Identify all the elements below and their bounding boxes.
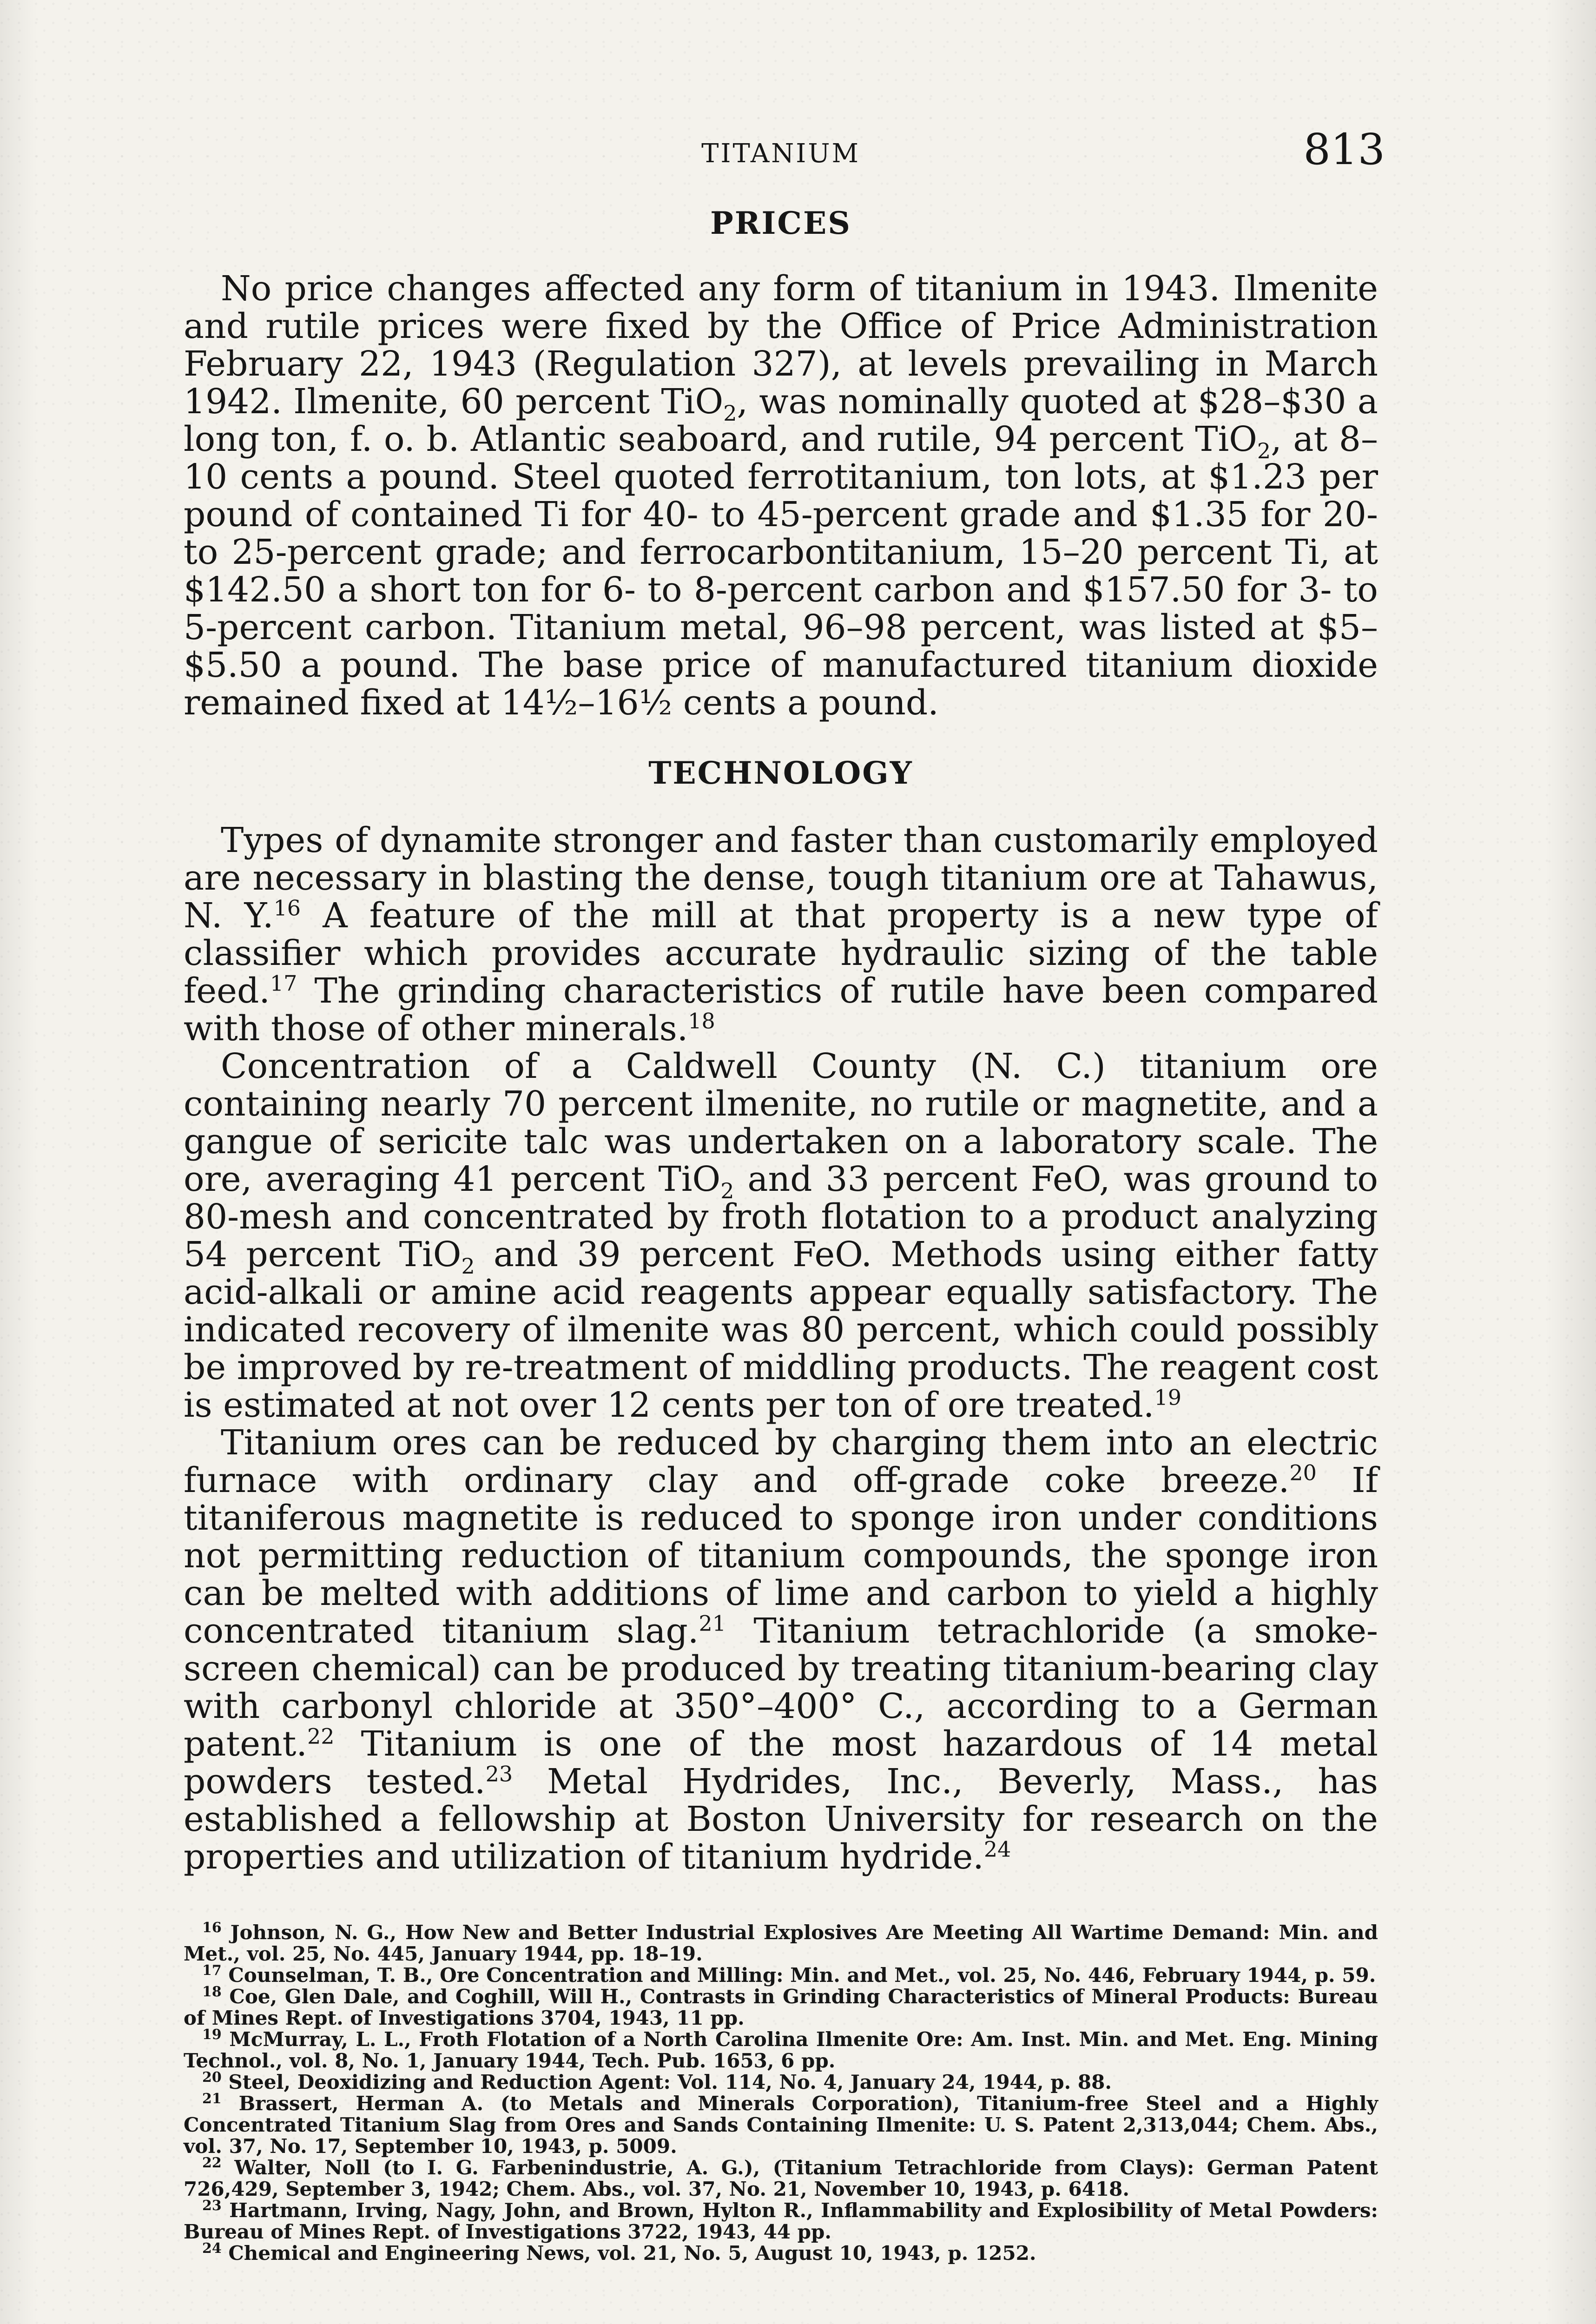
page-number: 813	[1303, 125, 1385, 174]
footnote-text: Chemical and Engineering News, vol. 21, No. 5, August 10, 1943, p. 1252.	[228, 2242, 1036, 2265]
footnote-reference: 24	[983, 1836, 1011, 1862]
footnote-number: 24	[202, 2240, 222, 2257]
footnote	[184, 2069, 1378, 2093]
page-edge-shadow-right	[1545, 0, 1596, 2324]
footnote-text: Steel, Deoxidizing and Reduction Agent: Vol. 114, No. 4, January 24, 1944, p. 88.	[228, 2071, 1112, 2093]
footnotes	[184, 1922, 1378, 2264]
footnote-text: Walter, Noll (to I. G. Farbenindustrie, A. G.), (Titanium Tetrachloride from Clays): German Patent 726,429, September 3, 1942; Chem. Abs., vol. 37, No. 21, November 10, 1943, p. 6418.	[184, 2156, 1378, 2200]
footnote	[184, 1922, 1378, 1965]
subscript: 2	[723, 400, 737, 426]
footnote	[184, 1962, 1378, 1987]
footnote	[184, 2200, 1378, 2243]
footnote-number: 23	[202, 2198, 222, 2214]
subscript: 2	[720, 1178, 734, 1203]
running-head	[181, 125, 1385, 176]
footnote	[184, 2029, 1378, 2072]
footnote-reference: 16	[273, 895, 301, 921]
footnote-number: 21	[202, 2091, 222, 2107]
footnote-number: 22	[202, 2155, 222, 2171]
footnote	[184, 2093, 1378, 2157]
footnote-text: Coe, Glen Dale, and Coghill, Will H., Contrasts in Grinding Characteristics of Mineral Products: Bureau of Mines Rept. of Investigations 3704, 1943, 11 pp.	[184, 1985, 1378, 2029]
subscript: 2	[461, 1253, 475, 1279]
footnote	[184, 1986, 1378, 2029]
footnote-text: Counselman, T. B., Ore Concentration and Milling: Min. and Met., vol. 25, No. 446, February 1944, p. 59.	[228, 1964, 1376, 1987]
subscript: 2	[1257, 438, 1271, 463]
footnote-reference: 17	[270, 971, 297, 996]
footnote	[184, 2157, 1378, 2200]
running-title: TITANIUM	[701, 139, 860, 169]
paragraph-prices: No price changes affected any form of titanium in 1943. Ilmenite and rutile prices were fixed by the Office of Price Administration February 22, 1943 (Regulation 327), at levels prevailing in March 1942. Ilmenite, 60 percent TiO$_2$, was nominally quoted at $28–$30 a long ton, f. o. b. Atlantic seaboard, and rutile, 94 percent TiO$_2$, at 8–10 cents a pound. Steel quoted ferrotitanium, ton lots, at $1.23 per pound of contained Ti for 40- to 45-percent grade and $1.35 for 20- to 25-percent grade; and ferrocarbontitanium, 15–20 percent Ti, at $142.50 a short ton for 6- to 8-percent carbon and $157.50 for 3- to 5-percent carbon. Titanium metal, 96–98 percent, was listed at $5–$5.50 a pound. The base price of manufactured titanium dioxide remained fixed at 14½–16½ cents a pound.	[184, 269, 1378, 723]
section-heading-prices: PRICES	[710, 205, 851, 241]
page-edge-shadow-left	[0, 0, 37, 2324]
footnote-text: Johnson, N. G., How New and Better Industrial Explosives Are Meeting All Wartime Demand: Min. and Met., vol. 25, No. 445, January 1944, pp. 18–19.	[184, 1921, 1378, 1965]
section-heading-technology: TECHNOLOGY	[648, 755, 913, 791]
footnote-text: Hartmann, Irving, Nagy, John, and Brown, Hylton R., Inflammability and Explosibility of Metal Powders: Bureau of Mines Rept. of Investigations 3722, 1943, 44 pp.	[184, 2199, 1378, 2243]
paragraph-technology-2: Concentration of a Caldwell County (N. C.) titanium ore containing nearly 70 percent ilmenite, no rutile or magnetite, and a gangue of sericite talc was undertaken on a laboratory scale. The ore, averaging 41 percent TiO$_2$ and 33 percent FeO, was ground to 80-mesh and concentrated by froth flotation to a product analyzing 54 percent TiO$_2$ and 39 percent FeO. Methods using either fatty acid-alkali or amine acid reagents appear equally satisfactory. The indicated recovery of ilmenite was 80 percent, which could possibly be improved by re-treatment of middling products. The reagent cost is estimated at not over 12 cents per ton of ore treated.$^{19}$	[184, 1046, 1378, 1425]
body-text	[184, 205, 1378, 1876]
paragraph-technology-1: Types of dynamite stronger and faster than customarily employed are necessary in blasting the dense, tough titanium ore at Tahawus, N. Y.$^{16}$ A feature of the mill at that property is a new type of classifier which provides accurate hydraulic sizing of the table feed.$^{17}$ The grinding characteristics of rutile have been compared with those of other minerals.$^{18}$	[184, 820, 1378, 1049]
footnote-text: McMurray, L. L., Froth Flotation of a North Carolina Ilmenite Ore: Am. Inst. Min. and Met. Eng. Mining Technol., vol. 8, No. 1, January 1944, Tech. Pub. 1653, 6 pp.	[184, 2028, 1378, 2072]
footnote	[184, 2240, 1378, 2265]
footnote-number: 17	[202, 1962, 222, 1979]
footnote-number: 18	[202, 1984, 222, 2000]
footnote-number: 16	[202, 1920, 222, 1936]
footnote-number: 20	[202, 2069, 222, 2086]
footnote-text: Brassert, Herman A. (to Metals and Minerals Corporation), Titanium-free Steel and a Highly Concentrated Titanium Slag from Ores and Sands Containing Ilmenite: U. S. Patent 2,313,044; Chem. Abs., vol. 37, No. 17, September 10, 1943, p. 5009.	[184, 2092, 1378, 2158]
footnote-number: 19	[202, 2027, 222, 2043]
paragraph-technology-3: Titanium ores can be reduced by charging them into an electric furnace with ordinary clay and off-grade coke breeze.$^{20}$ If titaniferous magnetite is reduced to sponge iron under conditions not permitting reduction of titanium compounds, the sponge iron can be melted with additions of lime and carbon to yield a highly concentrated titanium slag.$^{21}$ Titanium tetrachloride (a smoke-screen chemical) can be produced by treating titanium-bearing clay with carbonyl chloride at 350°–400° C., according to a German patent.$^{22}$ Titanium is one of the most hazardous of 14 metal powders tested.$^{23}$ Metal Hydrides, Inc., Beverly, Mass., has established a fellowship at Boston University for research on the properties and utilization of titanium hydride.$^{24}$	[184, 1423, 1378, 1877]
footnote-reference: 18	[688, 1008, 715, 1034]
footnote-reference: 19	[1154, 1385, 1181, 1410]
footnote-reference: 22	[307, 1723, 335, 1749]
footnote-reference: 20	[1289, 1460, 1317, 1486]
footnote-reference: 23	[485, 1761, 513, 1787]
footnote-reference: 21	[699, 1611, 726, 1636]
